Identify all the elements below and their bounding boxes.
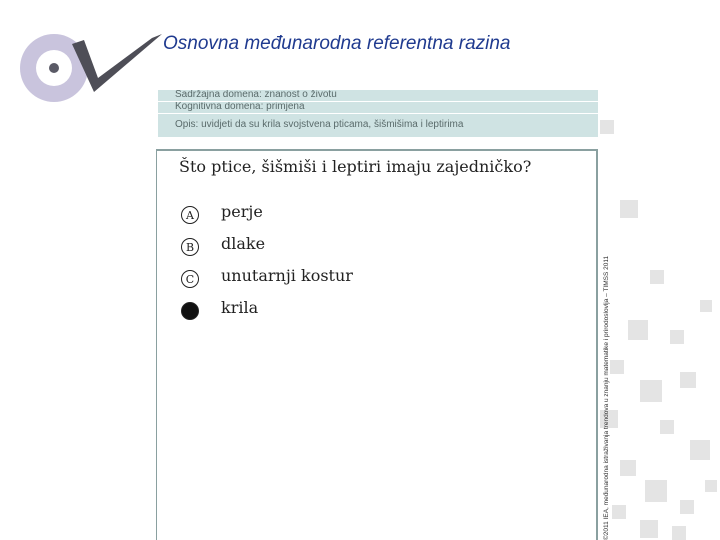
test-item-box: [156, 149, 598, 540]
content-domain-bar: [158, 90, 598, 101]
option-letter-d: D: [181, 302, 199, 320]
description-label: Opis: uvidjeti da su krila svojstvena pticama, šišmišima i leptirima: [175, 119, 464, 130]
option-text-b: dlake: [221, 234, 266, 253]
description-bar: [158, 114, 598, 137]
question-text: Što ptice, šišmiši i leptiri imaju zajedničko?: [179, 157, 532, 176]
option-letter-c: C: [181, 270, 199, 288]
content-domain-label: Sadržajna domena: znanost o životu: [175, 90, 337, 100]
option-text-a: perje: [221, 202, 263, 221]
slide-title: Osnovna međunarodna referentna razina: [163, 33, 511, 54]
option-letter-a: A: [181, 206, 199, 224]
option-text-d: krila: [221, 298, 259, 317]
option-text-c: unutarnji kostur: [221, 266, 353, 285]
option-letter-b: B: [181, 238, 199, 256]
cognitive-domain-bar: [158, 102, 598, 113]
logo-checkmark: [12, 22, 162, 112]
copyright-credit: ©2011 IEA, međunarodna istraživanja trendova u znanju matematike i prirodoslovlja – TIMSS 2011: [603, 255, 610, 540]
cognitive-domain-label: Kognitivna domena: primjena: [175, 102, 305, 112]
